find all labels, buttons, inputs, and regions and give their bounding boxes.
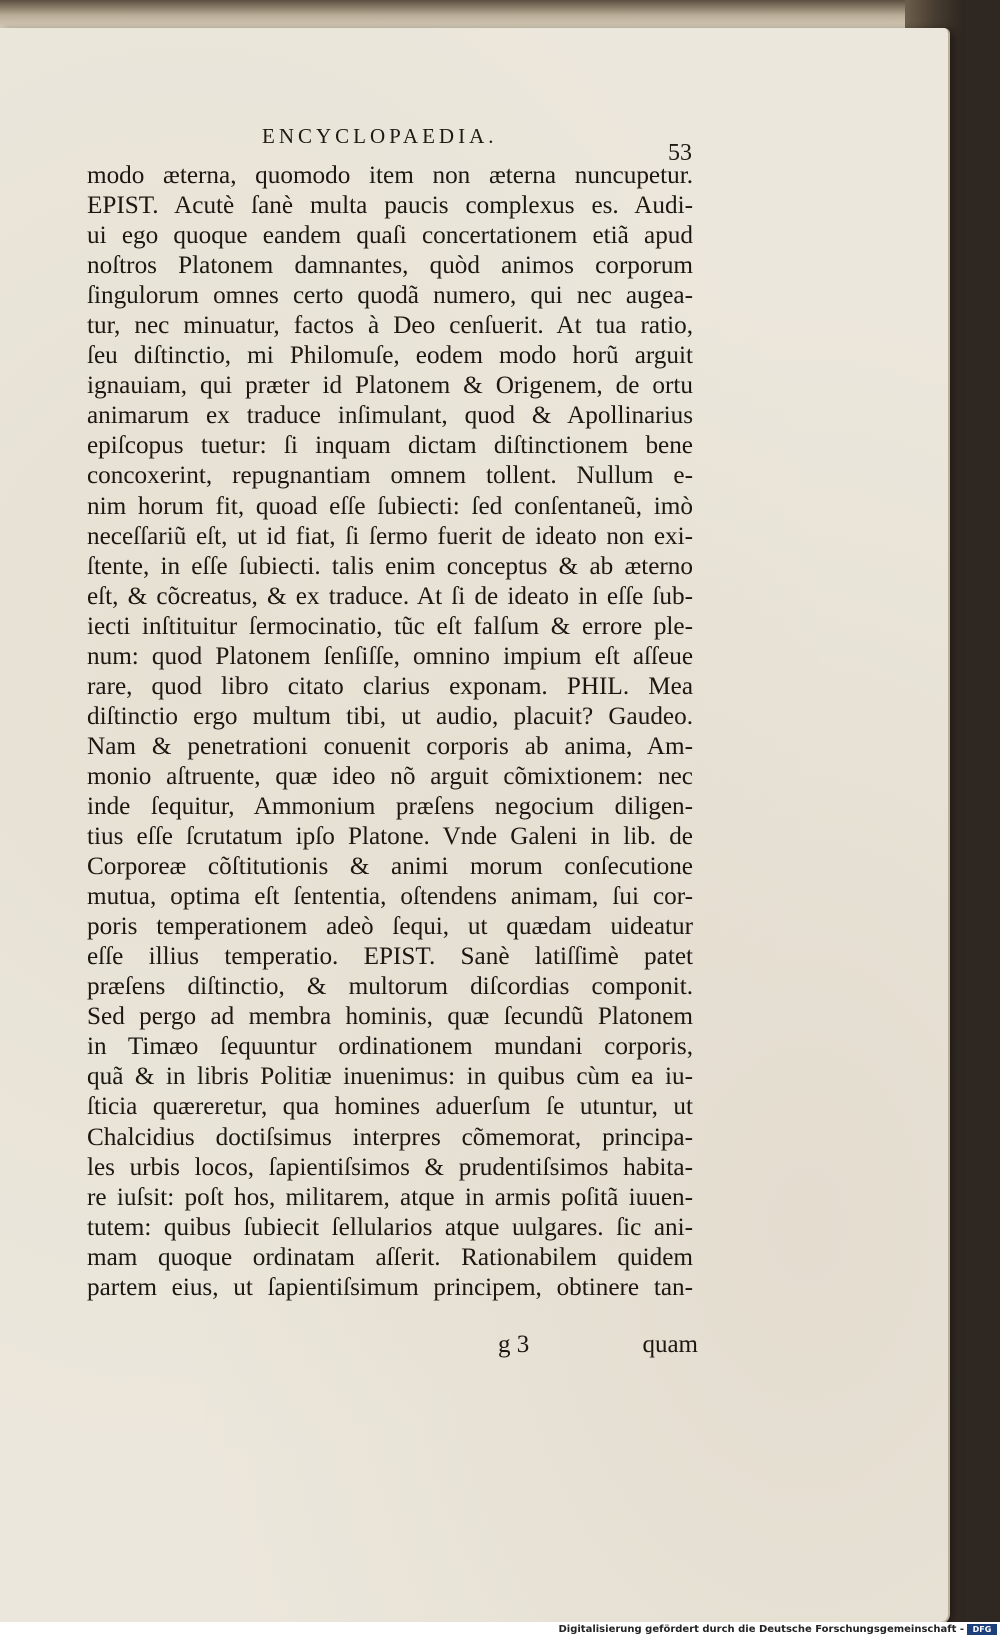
text-line: concoxerint, repugnantiam omnem tollent. Nullum e- [87,462,693,490]
text-line: eſſe illius temperatio. EPIST. Sanè latiſſimè patet [87,943,693,971]
text-line: inde ſequitur, Ammonium præſens negocium diligen- [87,792,693,820]
text-line: monio aſtruente, quæ ideo nõ arguit cõmixtionem: nec [87,762,693,790]
text-line: quã & in libris Politiæ inuenimus: in quibus cùm ea iu- [87,1063,693,1091]
text-line: animarum ex traduce inſimulant, quod & Apollinarius [87,402,693,430]
text-line: poris temperationem adeò ſequi, ut quædam uideatur [87,913,693,941]
text-line: ſeu diſtinctio, mi Philomuſe, eodem modo horũ arguit [87,342,693,370]
text-line: num: quod Platonem ſenſiſſe, omnino impium eſt aſſeue [87,642,693,670]
text-line: eſt, & cõcreatus, & ex traduce. At ſi de ideato in eſſe ſub- [87,582,693,610]
text-line: ſticia quæreretur, qua homines aduerſum ſe utuntur, ut [87,1093,693,1121]
footer-credit: Digitalisierung gefördert durch die Deutsche Forschungsgemeinschaft - [558,1624,964,1635]
book-page [0,28,950,1624]
dfg-logo-icon: DFG [967,1624,997,1635]
text-line: nim horum fit, quoad eſſe ſubiecti: ſed conſentaneũ, imò [87,492,693,520]
text-line: EPIST. Acutè ſanè multa paucis complexus es. Audi- [87,192,693,220]
text-line: tius eſſe ſcrutatum ipſo Platone. Vnde Galeni in lib. de [87,823,693,851]
signature-mark: g 3 [498,1331,530,1358]
text-line: præſens diſtinctio, & multorum diſcordias componit. [87,973,693,1001]
text-line: iecti inſtituitur ſermocinatio, tũc eſt falſum & errore ple- [87,612,693,640]
body-text [87,161,693,1303]
text-line: ui ego quoque eandem quaſi concertationem etiã apud [87,222,693,250]
text-line: re iuſsit: poſt hos, militarem, atque in armis poſitã iuuen- [87,1183,693,1211]
text-line: noſtros Platonem damnantes, quòd animos corporum [87,252,693,280]
text-line: modo æterna, quomodo item non æterna nuncupetur. [87,162,693,189]
text-line: ignauiam, qui præter id Platonem & Origenem, de ortu [87,372,693,400]
text-line: ſtente, in eſſe ſubiecti. talis enim conceptus & ab æterno [87,552,693,580]
footer-bar [0,1622,1000,1637]
catchword: quam [642,1331,698,1358]
text-line: tur, nec minuatur, factos à Deo cenſuerit. At tua ratio, [87,312,693,340]
text-line: Corporeæ cõſtitutionis & animi morum conſecutione [87,853,693,881]
text-line: Nam & penetrationi conuenit corporis ab anima, Am- [87,732,693,760]
text-line: ſingulorum omnes certo quodã numero, qui nec augea- [87,282,693,310]
text-line: epiſcopus tuetur: ſi inquam dictam diſtinctionem bene [87,432,693,460]
running-head: ENCYCLOPAEDIA. [262,124,498,148]
text-line: Sed pergo ad membra hominis, quæ ſecundũ Platonem [87,1003,693,1031]
text-line: Chalcidius doctiſsimus interpres cõmemorat, principa- [87,1123,693,1151]
text-line: partem eius, ut ſapientiſsimum principem, obtinere tan- [87,1273,693,1301]
text-line: rare, quod libro citato clarius exponam. PHIL. Mea [87,672,693,700]
page-top-edge [0,0,905,28]
catchline [498,1331,698,1361]
text-line: tutem: quibus ſubiecit ſellularios atque uulgares. ſic ani- [87,1213,693,1241]
text-line: neceſſariũ eſt, ut id fiat, ſi ſermo fuerit de ideato non exi- [87,522,693,550]
text-line: mam quoque ordinatam aſſerit. Rationabilem quidem [87,1243,693,1271]
text-line: diſtinctio ergo multum tibi, ut audio, placuit? Gaudeo. [87,702,693,730]
text-line: in Timæo ſequuntur ordinationem mundani corporis, [87,1033,693,1061]
page-number: 53 [668,140,692,166]
text-line: mutua, optima eſt ſententia, oſtendens animam, ſui cor- [87,883,693,911]
text-line: les urbis locos, ſapientiſsimos & prudentiſsimos habita- [87,1153,693,1181]
